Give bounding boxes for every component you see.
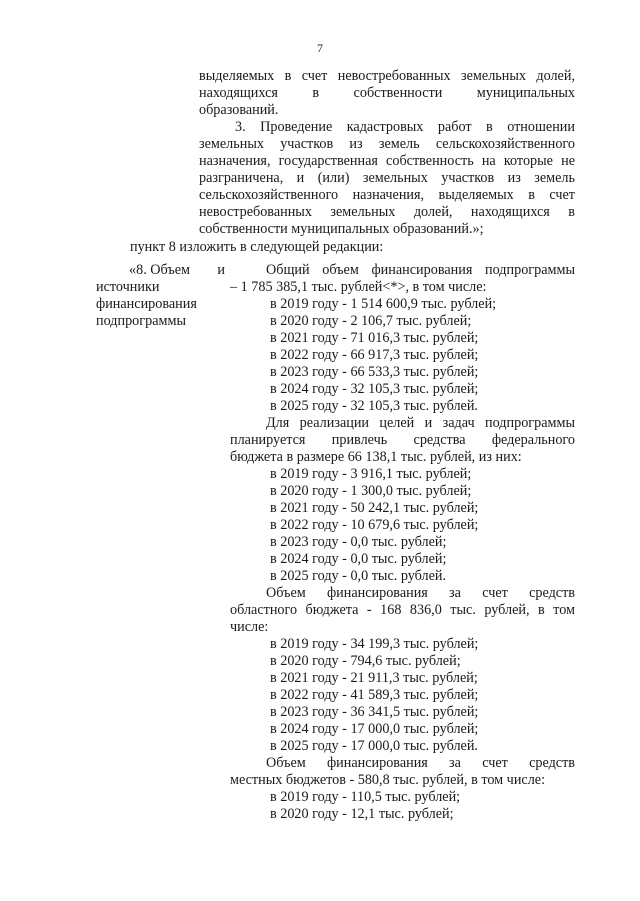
section-label-text: источники bbox=[96, 279, 160, 295]
text-line: выделяемых в счет невостребованных земельных долей, bbox=[199, 68, 575, 84]
section-label-text: подпрограммы bbox=[96, 313, 186, 329]
item-3-line: собственности муниципальных образований.»; bbox=[199, 221, 484, 237]
regional-year-line: в 2023 году - 36 341,5 тыс. рублей; bbox=[270, 704, 479, 720]
text-line: находящихся в собственности муниципальных bbox=[199, 85, 575, 101]
federal-year-line: в 2025 году - 0,0 тыс. рублей. bbox=[270, 568, 447, 584]
federal-year-line: в 2023 году - 0,0 тыс. рублей; bbox=[270, 534, 447, 550]
amendment-instruction: пункт 8 изложить в следующей редакции: bbox=[130, 239, 384, 255]
section-label-text: «8. Объем bbox=[129, 262, 191, 278]
item-3-line: земельных участков из земель сельскохозяйственного bbox=[199, 136, 575, 152]
federal-year-line: в 2020 году - 1 300,0 тыс. рублей; bbox=[270, 483, 472, 499]
local-year-line: в 2019 году - 110,5 тыс. рублей; bbox=[270, 789, 461, 805]
federal-year-line: в 2021 году - 50 242,1 тыс. рублей; bbox=[270, 500, 479, 516]
regional-intro-line: областного бюджета - 168 836,0 тыс. рублей, в том bbox=[230, 602, 575, 618]
total-year-line: в 2024 году - 32 105,3 тыс. рублей; bbox=[270, 381, 479, 397]
funding-details-column bbox=[230, 262, 575, 823]
total-year-line: в 2020 году - 2 106,7 тыс. рублей; bbox=[270, 313, 472, 329]
federal-intro-line: бюджета в размере 66 138,1 тыс. рублей, из них: bbox=[230, 449, 522, 465]
total-intro-line: – 1 785 385,1 тыс. рублей<*>, в том числе: bbox=[230, 279, 487, 295]
federal-year-line: в 2019 году - 3 916,1 тыс. рублей; bbox=[270, 466, 472, 482]
local-year-line: в 2020 году - 12,1 тыс. рублей; bbox=[270, 806, 454, 822]
regional-year-line: в 2024 году - 17 000,0 тыс. рублей; bbox=[270, 721, 479, 737]
continuation-block bbox=[199, 68, 575, 238]
item-3-line: 3. Проведение кадастровых работ в отношении bbox=[235, 119, 575, 135]
item-3-line: назначения, государственная собственность на которые не bbox=[199, 153, 575, 169]
section-label-text: и bbox=[217, 262, 225, 278]
local-intro-line: местных бюджетов - 580,8 тыс. рублей, в том числе: bbox=[230, 772, 546, 788]
regional-year-line: в 2025 году - 17 000,0 тыс. рублей. bbox=[270, 738, 478, 754]
total-year-line: в 2021 году - 71 016,3 тыс. рублей; bbox=[270, 330, 479, 346]
page-number: 7 bbox=[317, 41, 323, 55]
regional-intro-line: Объем финансирования за счет средств bbox=[266, 585, 575, 601]
item-3-line: разграничена, и (или) земельных участков из земель bbox=[199, 170, 575, 186]
federal-intro-line: Для реализации целей и задач подпрограммы bbox=[266, 415, 575, 431]
regional-year-line: в 2022 году - 41 589,3 тыс. рублей; bbox=[270, 687, 479, 703]
item-3-line: сельскохозяйственного назначения, выделяемых в счет bbox=[199, 187, 575, 203]
section-label-first-row bbox=[96, 262, 225, 279]
total-year-line: в 2025 году - 32 105,3 тыс. рублей. bbox=[270, 398, 478, 414]
federal-year-line: в 2024 году - 0,0 тыс. рублей; bbox=[270, 551, 447, 567]
regional-year-line: в 2020 году - 794,6 тыс. рублей; bbox=[270, 653, 461, 669]
federal-year-line: в 2022 году - 10 679,6 тыс. рублей; bbox=[270, 517, 479, 533]
section-label-column bbox=[96, 262, 225, 330]
total-year-line: в 2019 году - 1 514 600,9 тыс. рублей; bbox=[270, 296, 497, 312]
text-line: образований. bbox=[199, 102, 279, 118]
total-year-line: в 2022 году - 66 917,3 тыс. рублей; bbox=[270, 347, 479, 363]
local-intro-line: Объем финансирования за счет средств bbox=[266, 755, 575, 771]
federal-intro-line: планируется привлечь средства федерального bbox=[230, 432, 575, 448]
total-year-line: в 2023 году - 66 533,3 тыс. рублей; bbox=[270, 364, 479, 380]
total-intro-line: Общий объем финансирования подпрограммы bbox=[266, 262, 575, 278]
item-3-line: невостребованных земельных долей, находящихся в bbox=[199, 204, 575, 220]
regional-year-line: в 2021 году - 21 911,3 тыс. рублей; bbox=[270, 670, 478, 686]
section-label-text: финансирования bbox=[96, 296, 197, 312]
regional-year-line: в 2019 году - 34 199,3 тыс. рублей; bbox=[270, 636, 479, 652]
regional-intro-line: числе: bbox=[230, 619, 269, 635]
